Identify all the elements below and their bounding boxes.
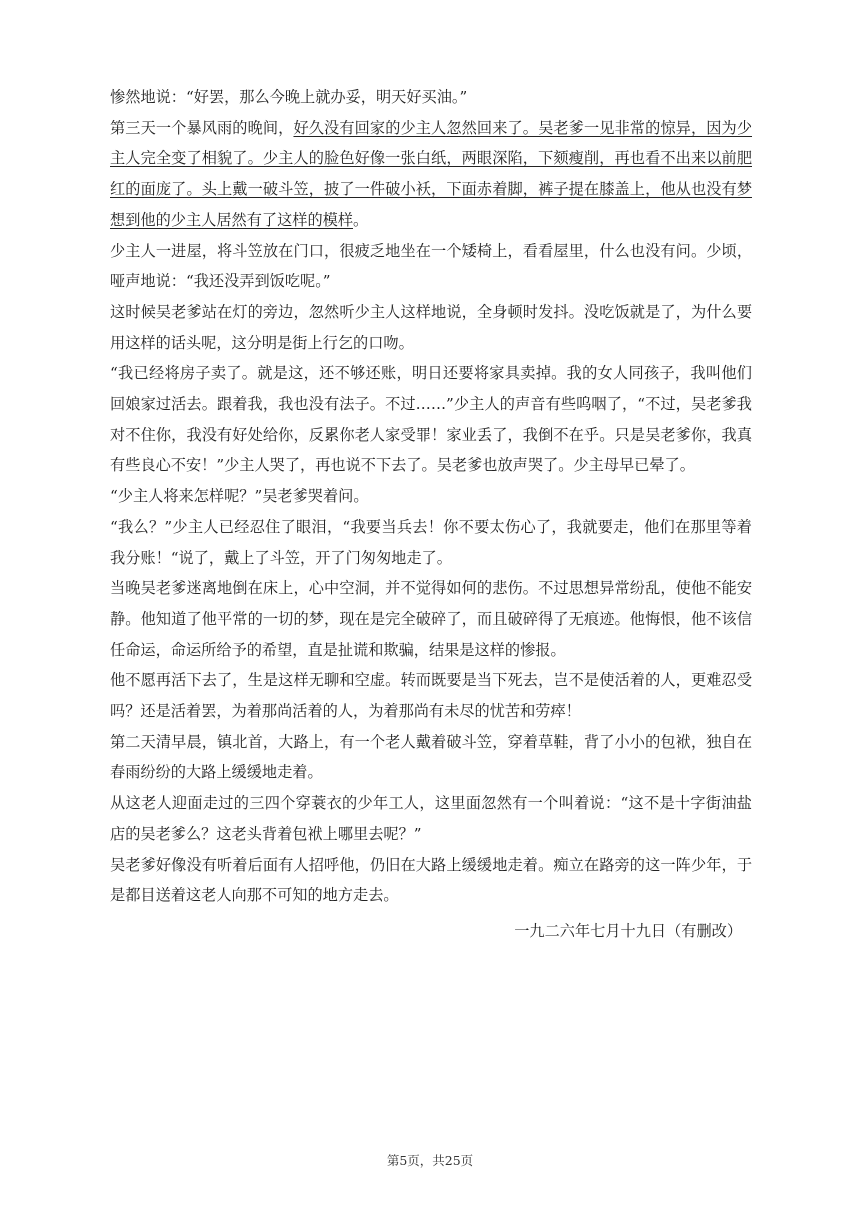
underlined-passage: 好久没有回家的少主人忽然回来了。吴老爹一见非常的惊异，因为少主人完全变了相貌了。少主人的脸色好像一张白纸，两眼深陷，下颏瘦削，再也看不出来以前肥红的面庞了。头上戴一破斗笠，披了一件破小袄，下面赤着脚，裤子提在膝盖上，他从也没有梦想到他的少主人居然有了这样的模样	[110, 118, 753, 229]
paragraph-text: “我已经将房子卖了。就是这，还不够还账，明日还要将家具卖掉。我的女人同孩子，我叫他们回娘家过活去。跟着我，我也没有法子。不过……”少主人的声音有些呜咽了，“不过，吴老爹我对不住你，我没有好处给你，反累你老人家受罪！家业丢了，我倒不在乎。只是吴老爹你，我真有些良心不安！”少主人哭了，再也说不下去了。吴老爹也放声哭了。少主母早已晕了。	[110, 364, 752, 475]
paragraph-text: 第二天清早晨，镇北首，大路上，有一个老人戴着破斗笠，穿着草鞋，背了小小的包袱，独自在春雨纷纷的大路上缓缓地走着。	[110, 732, 752, 782]
paragraph-9	[110, 665, 752, 726]
date-signoff: 一九二六年七月十九日（有删改）	[514, 921, 742, 940]
paragraph-text: 吴老爹好像没有听着后面有人招呼他，仍旧在大路上缓缓地走着。痴立在路旁的这一阵少年，于是都目送着这老人向那不可知的地方走去。	[110, 855, 752, 905]
paragraph-text: 这时候吴老爹站在灯的旁边，忽然听少主人这样地说，全身顿时发抖。没吃饭就是了，为什么要用这样的话头呢，这分明是街上行乞的口吻。	[110, 302, 752, 352]
paragraph-3	[110, 236, 752, 297]
paragraph-text: 少主人一进屋，将斗笠放在门口，很疲乏地坐在一个矮椅上，看看屋里，什么也没有问。少顷，哑声地说：“我还没弄到饭吃呢。”	[110, 241, 752, 291]
paragraph-6	[110, 481, 752, 512]
paragraph-text: 第三天一个暴风雨的晚间，	[110, 118, 294, 137]
paragraph-text: 他不愿再活下去了，生是这样无聊和空虚。转而既要是当下死去，岂不是使活着的人，更难忍受吗？还是活着罢，为着那尚活着的人，为着那尚有未尽的忧苦和劳瘁！	[110, 671, 752, 721]
paragraph-text: “少主人将来怎样呢？”吴老爹哭着问。	[110, 487, 369, 506]
paragraph-10	[110, 727, 752, 788]
paragraph-12	[110, 850, 752, 911]
paragraph-7	[110, 512, 752, 573]
paragraph-2	[110, 113, 752, 236]
paragraph-text: 惨然地说：“好罢，那么今晚上就办妥，明天好买油。”	[110, 88, 468, 106]
document-body	[110, 82, 752, 947]
paragraph-text: 当晚吴老爹迷离地倒在床上，心中空洞，并不觉得如何的悲伤。不过思想异常纷乱，使他不能安静。他知道了他平常的一切的梦，现在是完全破碎了，而且破碎得了无痕迹。他悔恨，他不该信任命运，命运所给予的希望，直是扯谎和欺骗，结果是这样的惨报。	[110, 579, 752, 659]
paragraph-8	[110, 573, 752, 665]
page-footer: 第5页，共25页	[386, 1153, 474, 1168]
paragraph-text-end: 。	[353, 210, 369, 229]
paragraph-text: 从这老人迎面走过的三四个穿蓑衣的少年工人，这里面忽然有一个叫着说：“这不是十字街油盐店的吴老爹么？这老头背着包袱上哪里去呢？”	[110, 794, 752, 843]
paragraph-text: “我么？”少主人已经忍住了眼泪，“我要当兵去！你不要太伤心了，我就要走，他们在那里等着我分账！“说了，戴上了斗笠，开了门匆匆地走了。	[110, 517, 752, 567]
paragraph-1	[110, 82, 752, 113]
paragraph-11	[110, 788, 752, 849]
paragraph-4	[110, 297, 752, 358]
paragraph-5	[110, 358, 752, 481]
